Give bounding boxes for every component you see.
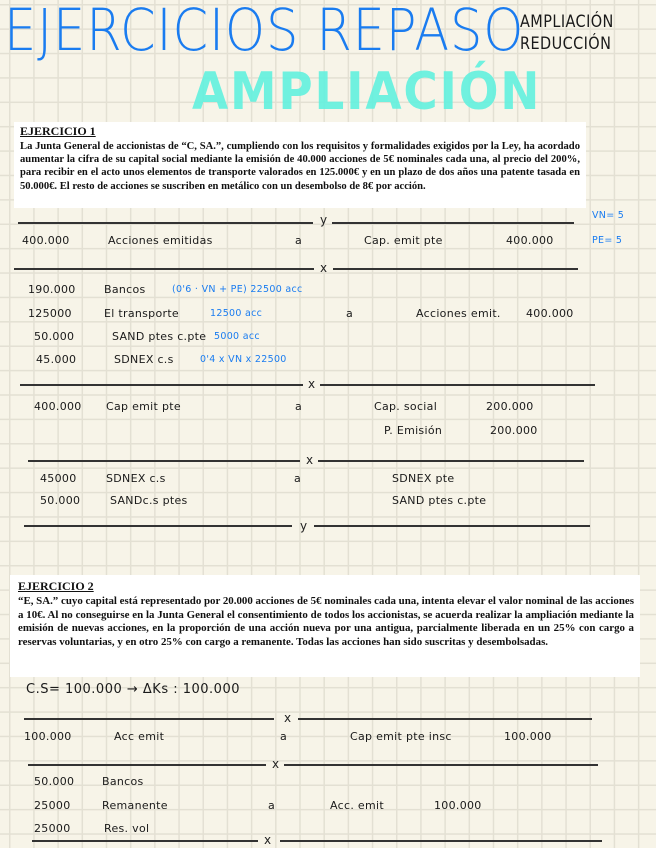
separator-line xyxy=(298,718,592,720)
credit-account: SDNEX pte xyxy=(392,472,455,485)
separator-mark: x xyxy=(272,757,280,771)
calc-note: 12500 acc xyxy=(210,308,263,319)
exercise1-statement: La Junta General de accionistas de “C, SA.”, cumpliendo con los requisitos y formalidades exigidos por la Ley, ha acordado aumentar la cifra de su capital social mediante la emisión de 40.000 acciones de 5€ nominales cada una, al precio del 200%, para recibir en el acto unos elementos de transporte valorados en 125.000€ y en un plazo de dos años una patente tasada en 50.000€. El resto de acciones se suscriben en metálico con un desembolso de 8€ por acción. xyxy=(20,141,580,192)
separator-mark: y xyxy=(320,213,328,227)
debit-account: SDNEX c.s xyxy=(114,353,174,366)
debit-account: Acciones emitidas xyxy=(108,234,213,247)
debit-account: Remanente xyxy=(102,799,168,812)
exercise1-card xyxy=(14,122,586,208)
separator-line xyxy=(28,764,266,766)
exercise2-heading: EJERCICIO 2 xyxy=(18,579,94,593)
separator-line xyxy=(20,384,303,386)
separator-line xyxy=(24,525,292,527)
debit-amount: 50.000 xyxy=(34,330,75,343)
debit-amount: 25000 xyxy=(34,799,71,812)
separator-line xyxy=(333,268,578,270)
subtitle-ampliacion: AMPLIACIÓN xyxy=(520,12,614,32)
section-title: AMPLIACIÓN xyxy=(192,62,542,122)
debit-account: El transporte xyxy=(104,307,179,320)
debit-amount: 45000 xyxy=(40,472,77,485)
page-title: EJERCICIOS REPASO xyxy=(4,0,525,64)
debit-account: Res. vol xyxy=(104,822,150,835)
separator-line xyxy=(314,525,590,527)
credit-account: Cap emit pte insc xyxy=(350,730,452,743)
debit-amount: 45.000 xyxy=(36,353,77,366)
separator-mark: x xyxy=(306,453,314,467)
credit-account: P. Emisión xyxy=(384,424,443,437)
exercise2-card xyxy=(10,575,640,677)
debit-account: SDNEX c.s xyxy=(106,472,166,485)
debit-amount: 100.000 xyxy=(24,730,72,743)
debit-account: Bancos xyxy=(104,283,146,296)
debit-account: Bancos xyxy=(102,775,144,788)
separator-line xyxy=(284,764,598,766)
calc-note: 0'4 x VN x 22500 xyxy=(200,354,287,365)
separator-line xyxy=(320,384,595,386)
entry-a: a xyxy=(280,730,288,743)
credit-amount: 100.000 xyxy=(434,799,482,812)
separator-line xyxy=(32,840,258,842)
separator-mark: x xyxy=(320,261,328,275)
debit-amount: 50.000 xyxy=(40,494,81,507)
separator-mark: x xyxy=(284,711,292,725)
separator-line xyxy=(280,840,602,842)
debit-account: Acc emit xyxy=(114,730,165,743)
credit-amount: 200.000 xyxy=(490,424,538,437)
debit-amount: 190.000 xyxy=(28,283,76,296)
credit-amount: 200.000 xyxy=(486,400,534,413)
separator-line xyxy=(318,460,584,462)
exercise2-statement: “E, SA.” cuyo capital está representado por 20.000 acciones de 5€ nominales cada una, intenta elevar el valor nominal de las acciones a 10€. Al no conseguirse en la Junta General el consentimiento de todos los accionistas, se acuerda realizar la ampliación mediante la emisión de nuevas acciones, en la proporción de una acción nueva por una antigua, parcialmente liberada en un 25% con cargo a reservas voluntarias, y en otro 25% con cargo a remanente. Todas las acciones han sido suscritas y desembolsadas. xyxy=(18,595,634,648)
exercise1-heading: EJERCICIO 1 xyxy=(20,124,96,138)
debit-account: Cap emit pte xyxy=(106,400,181,413)
debit-amount: 50.000 xyxy=(34,775,75,788)
debit-amount: 125000 xyxy=(28,307,72,320)
credit-amount: 400.000 xyxy=(526,307,574,320)
credit-account: Cap. social xyxy=(374,400,438,413)
entry-a: a xyxy=(268,799,276,812)
debit-amount: 25000 xyxy=(34,822,71,835)
credit-account: Acc. emit xyxy=(330,799,384,812)
subtitle-reduccion: REDUCCIÓN xyxy=(520,34,612,54)
entry-a: a xyxy=(295,400,303,413)
debit-account: SAND ptes c.pte xyxy=(112,330,207,343)
separator-line xyxy=(18,222,313,224)
debit-account: SANDc.s ptes xyxy=(110,494,188,507)
separator-mark: x xyxy=(264,833,272,847)
separator-line xyxy=(28,460,300,462)
note-pe: PE= 5 xyxy=(592,235,623,246)
entry-a: a xyxy=(295,234,303,247)
calc-note: 5000 acc xyxy=(214,331,260,342)
entry-a: a xyxy=(346,307,354,320)
separator-mark: y xyxy=(300,519,308,533)
credit-account: Acciones emit. xyxy=(416,307,501,320)
separator-line xyxy=(14,268,314,270)
separator-line xyxy=(332,222,574,224)
separator-line xyxy=(24,718,274,720)
capital-calc-line: C.S= 100.000 → ΔKs : 100.000 xyxy=(26,682,240,697)
debit-amount: 400.000 xyxy=(34,400,82,413)
credit-amount: 100.000 xyxy=(504,730,552,743)
note-vn: VN= 5 xyxy=(592,210,625,221)
entry-a: a xyxy=(294,472,302,485)
calc-note: (0'6 · VN + PE) 22500 acc xyxy=(172,284,303,295)
debit-amount: 400.000 xyxy=(22,234,70,247)
credit-account: Cap. emit pte xyxy=(364,234,443,247)
credit-amount: 400.000 xyxy=(506,234,554,247)
credit-account: SAND ptes c.pte xyxy=(392,494,487,507)
separator-mark: x xyxy=(308,377,316,391)
